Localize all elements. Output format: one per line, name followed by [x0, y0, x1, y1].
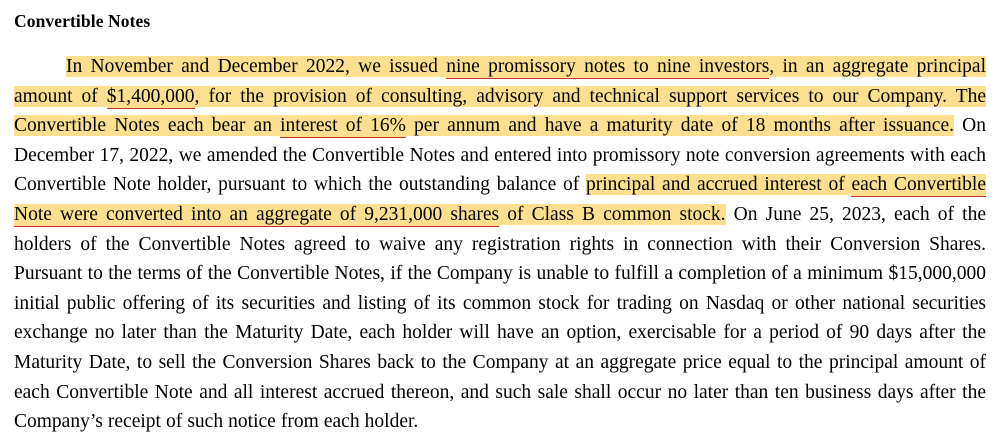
- highlight-segment-5: per annum and have a maturity date of 18 months after issuance.: [405, 115, 954, 137]
- highlight-segment-2: , in an aggregate principal amount of: [14, 56, 986, 107]
- section-heading: Convertible Notes: [14, 11, 151, 31]
- plain-segment-1: On December 17, 2022, we amended the Convertible Notes and entered into promissory note conversion agreements with each Convertible Note holder, pursuant to which the outstanding balance of: [14, 115, 986, 196]
- highlight-underline-segment-3: interest of 16%: [280, 115, 406, 137]
- highlight-segment-6: principal and accrued interest of: [585, 174, 852, 196]
- highlight-underline-segment-2: $1,400,000: [106, 85, 195, 107]
- highlight-underline-segment-4: each Convertible Note were converted into an aggregate of 9,231,000 shares: [14, 174, 986, 225]
- highlight-segment-7: of Class B common stock.: [499, 203, 726, 225]
- highlight-segment-3: , for the provision of consulting, advisory and technical support services to our Company.: [194, 85, 956, 107]
- highlight-underline-segment-1: nine promissory notes to nine investors: [446, 56, 770, 77]
- highlight-segment-1: In November and December 2022, we issued: [66, 56, 447, 77]
- plain-segment-2: On June 25, 2023, each of the holders of the Convertible Notes agreed to waive any registration rights in connection with their Conversion Shares. Pursuant to the terms of the Convertible Notes, if the Company is unable to fulfill a completion of a minimum $15,000,000 initial public offering of its securities and listing of its common stock for trading on Nasdaq or other national securities exchange no later than the Maturity Date, each holder will have an option, exercisable for a period of 90 days after the Maturity Date, to sell the Conversion Shares back to the Company at an aggregate price equal to the principal amount of each Convertible Note and all interest accrued thereon, and such sale shall occur no later than ten business days after the Company’s receipt of such notice from each holder.: [14, 203, 986, 433]
- body-paragraph: [14, 52, 986, 437]
- highlight-segment-4: The Convertible Notes each bear an: [14, 85, 986, 137]
